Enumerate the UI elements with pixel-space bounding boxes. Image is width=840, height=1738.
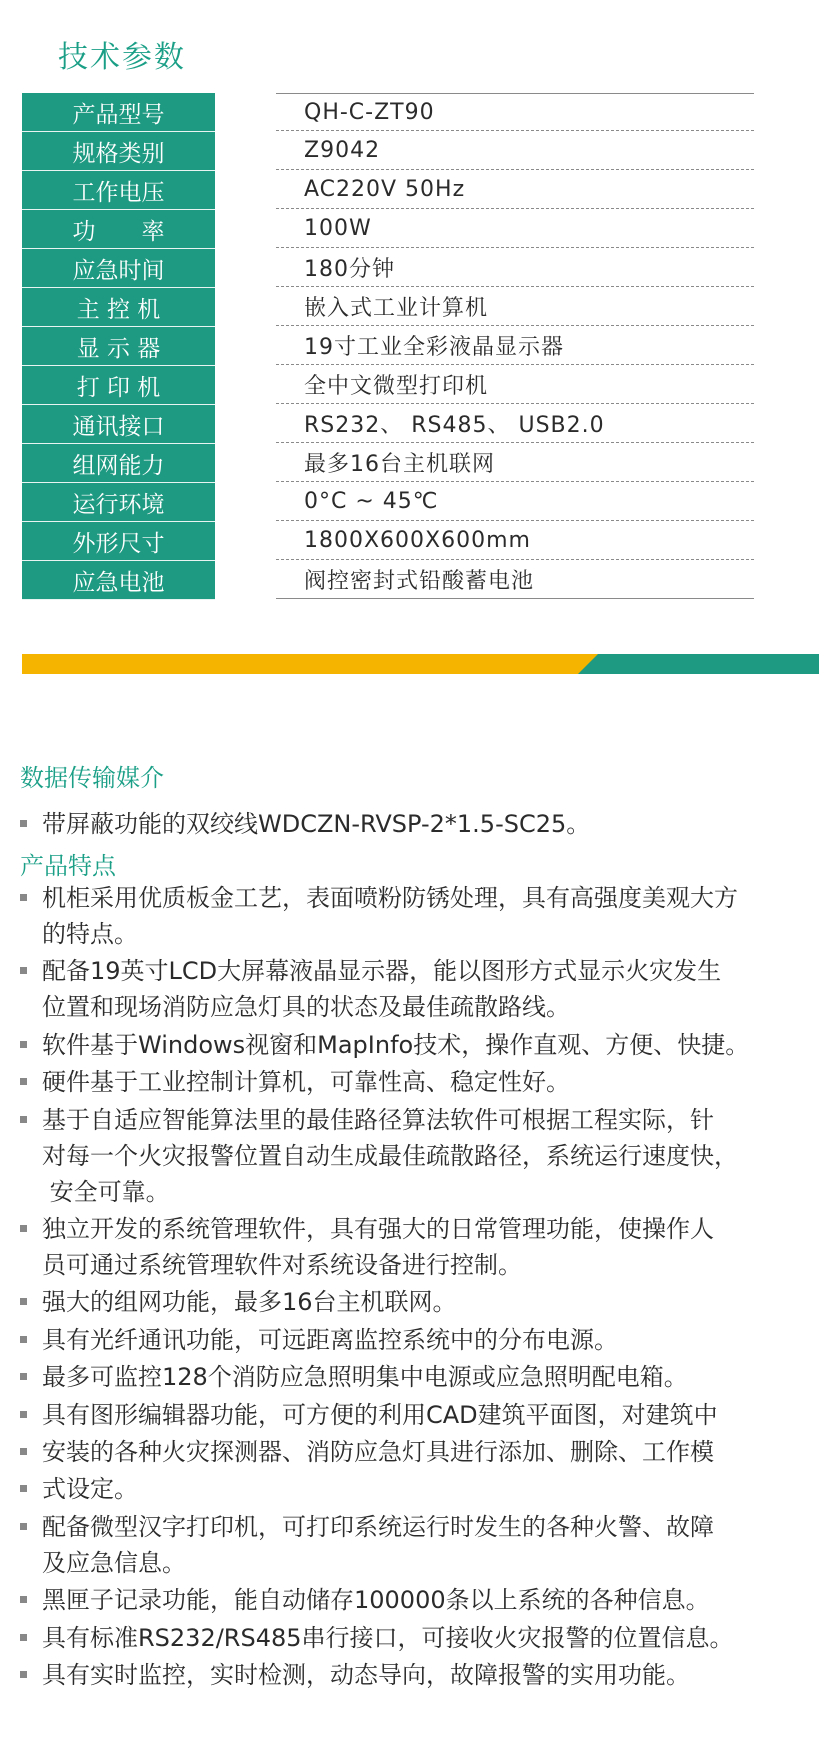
bullet-square-icon <box>20 1373 27 1380</box>
spec-label: 产品型号 <box>22 93 215 132</box>
bullet-text: 软件基于Windows视窗和MapInfo技术，操作直观、方便、快捷。 <box>42 1030 750 1059</box>
bullet-item <box>20 1359 820 1395</box>
bullet-text: 安全可靠。 <box>42 1177 170 1206</box>
bullet-item <box>20 1064 820 1100</box>
spec-label: 外形尺寸 <box>22 522 215 561</box>
spec-value: AC220V 50Hz <box>276 171 754 209</box>
spec-title: 技术参数 <box>58 40 186 75</box>
spec-value: 1800X600X600mm <box>276 522 754 560</box>
bullet-square-icon <box>20 967 27 974</box>
bullet-square-icon <box>20 1116 27 1123</box>
spec-label: 主 控 机 <box>22 288 215 327</box>
spec-label: 运行环境 <box>22 483 215 522</box>
spec-value: 阀控密封式铅酸蓄电池 <box>276 561 754 599</box>
bullet-square-icon <box>20 1225 27 1232</box>
divider-bar <box>22 654 819 674</box>
bullet-square-icon <box>20 820 27 827</box>
spec-row <box>22 444 757 483</box>
spec-value: RS232、 RS485、 USB2.0 <box>276 405 754 443</box>
bullet-item <box>20 1102 820 1210</box>
bullet-square-icon <box>20 1634 27 1641</box>
bullet-square-icon <box>20 1411 27 1418</box>
bullet-text: 带屏蔽功能的双绞线WDCZN-RVSP-2*1.5-SC25。 <box>42 810 591 838</box>
spec-value: Z9042 <box>276 132 754 170</box>
bullet-text: 基于自适应智能算法里的最佳路径算法软件可根据工程实际，针 <box>42 1105 714 1134</box>
bullet-text: 位置和现场消防应急灯具的状态及最佳疏散路线。 <box>42 993 570 1022</box>
bullet-text: 具有图形编辑器功能，可方便的利用CAD建筑平面图，对建筑中 <box>42 1400 718 1429</box>
spec-value: 100W <box>276 210 754 248</box>
bullet-item <box>20 1211 820 1283</box>
spec-row <box>22 366 757 405</box>
bullet-text: 及应急信息。 <box>42 1548 186 1577</box>
bullet-text: 员可通过系统管理软件对系统设备进行控制。 <box>42 1251 522 1279</box>
bullet-text: 机柜采用优质板金工艺，表面喷粉防锈处理，具有高强度美观大方 <box>42 884 738 912</box>
divider-teal <box>578 654 819 674</box>
bullet-text: 具有标准RS232/RS485串行接口，可接收火灾报警的位置信息。 <box>42 1623 734 1652</box>
bullet-square-icon <box>20 1448 27 1455</box>
spec-table <box>22 93 757 600</box>
spec-value: 嵌入式工业计算机 <box>276 288 754 326</box>
spec-row <box>22 249 757 288</box>
bullet-item <box>20 1027 820 1063</box>
spec-label: 应急电池 <box>22 561 215 600</box>
spec-label: 应急时间 <box>22 249 215 288</box>
bullet-text: 黑匣子记录功能，能自动储存100000条以上系统的各种信息。 <box>42 1586 710 1615</box>
bullet-item <box>20 1284 820 1320</box>
bullet-item <box>20 1582 820 1618</box>
spec-row <box>22 93 757 132</box>
spec-label: 通讯接口 <box>22 405 215 444</box>
spec-label: 打 印 机 <box>22 366 215 405</box>
spec-row <box>22 288 757 327</box>
bullet-item <box>20 1471 820 1507</box>
bullet-text: 式设定。 <box>42 1475 138 1504</box>
bullet-square-icon <box>20 1298 27 1305</box>
bullet-item <box>20 1397 820 1433</box>
bullet-text: 安装的各种火灾探测器、消防应急灯具进行添加、删除、工作模 <box>42 1438 714 1466</box>
spec-label: 显 示 器 <box>22 327 215 366</box>
bullet-item <box>20 1434 820 1470</box>
bullet-square-icon <box>20 1078 27 1085</box>
bullet-text: 独立开发的系统管理软件，具有强大的日常管理功能，使操作人 <box>42 1215 714 1243</box>
spec-value: 最多16台主机联网 <box>276 444 754 482</box>
spec-row <box>22 405 757 444</box>
spec-label: 功 率 <box>22 210 215 249</box>
bullet-square-icon <box>20 1485 27 1492</box>
bullet-text: 对每一个火灾报警位置自动生成最佳疏散路径，系统运行速度快， <box>42 1141 738 1170</box>
spec-value: QH-C-ZT90 <box>276 93 754 131</box>
spec-label: 组网能力 <box>22 444 215 483</box>
bullet-text: 配备19英寸LCD大屏幕液晶显示器，能以图形方式显示火灾发生 <box>42 957 722 986</box>
bullet-square-icon <box>20 1523 27 1530</box>
bullet-text: 具有实时监控，实时检测，动态导向，故障报警的实用功能。 <box>42 1661 690 1689</box>
spec-value: 19寸工业全彩液晶显示器 <box>276 327 754 365</box>
spec-row <box>22 171 757 210</box>
bullet-square-icon <box>20 1671 27 1678</box>
bullet-square-icon <box>20 894 27 901</box>
bullet-square-icon <box>20 1041 27 1048</box>
bullet-square-icon <box>20 1336 27 1343</box>
features-heading: 产品特点 <box>20 852 116 880</box>
bullet-text: 强大的组网功能，最多16台主机联网。 <box>42 1288 457 1317</box>
bullet-text: 硬件基于工业控制计算机，可靠性高、稳定性好。 <box>42 1068 570 1097</box>
spec-value: 180分钟 <box>276 249 754 287</box>
bullet-square-icon <box>20 1596 27 1603</box>
bullet-item <box>20 806 820 842</box>
spec-row <box>22 327 757 366</box>
bullet-text: 配备微型汉字打印机，可打印系统运行时发生的各种火警、故障 <box>42 1512 714 1541</box>
spec-value: 0°C ~ 45℃ <box>276 483 754 521</box>
bullet-item <box>20 953 820 1025</box>
spec-row <box>22 483 757 522</box>
spec-label: 规格类别 <box>22 132 215 171</box>
spec-row <box>22 210 757 249</box>
transmission-heading: 数据传输媒介 <box>20 764 164 792</box>
spec-value: 全中文微型打印机 <box>276 366 754 404</box>
bullet-item <box>20 1509 820 1581</box>
spec-row <box>22 561 757 600</box>
bullet-item <box>20 1322 820 1358</box>
spec-row <box>22 132 757 171</box>
bullet-text: 具有光纤通讯功能，可远距离监控系统中的分布电源。 <box>42 1325 618 1354</box>
spec-row <box>22 522 757 561</box>
bullet-text: 的特点。 <box>42 920 138 948</box>
bullet-text: 最多可监控128个消防应急照明集中电源或应急照明配电箱。 <box>42 1363 688 1392</box>
spec-label: 工作电压 <box>22 171 215 210</box>
bullet-item <box>20 1620 820 1656</box>
bullet-item <box>20 880 820 952</box>
bullet-item <box>20 1657 820 1693</box>
